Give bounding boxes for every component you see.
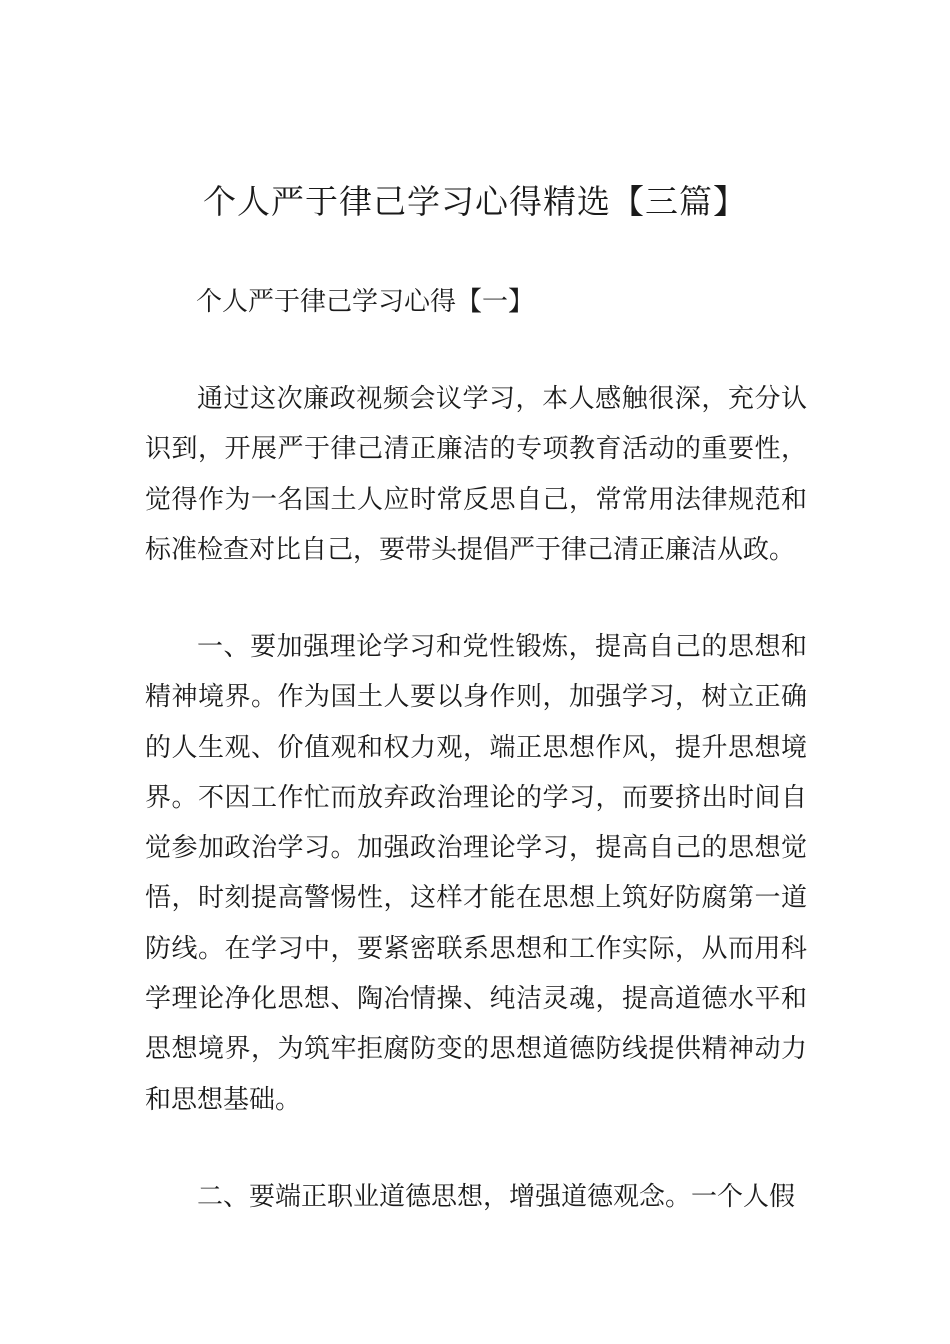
paragraph-intro: 通过这次廉政视频会议学习，本人感触很深，充分认识到，开展严于律己清正廉洁的专项教育活动的重要性，觉得作为一名国土人应时常反思自己，常常用法律规范和标准检查对比自己，要带头提倡严于律己清正廉洁从政。 [145, 384, 807, 565]
paragraph-point-two: 二、要端正职业道德思想，增强道德观念。一个人假 [197, 1182, 796, 1212]
paragraph-point-one: 一、要加强理论学习和党性锻炼，提高自己的思想和精神境界。作为国土人要以身作则，加强学习，树立正确的人生观、价值观和权力观，端正思想作风，提升思想境界。不因工作忙而放弃政治理论的学习，而要挤出时间自觉参加政治学习。加强政治理论学习，提高自己的思想觉悟，时刻提高警惕性，这样才能在思想上筑好防腐第一道防线。在学习中，要紧密联系思想和工作实际，从而用科学理论净化思想、陶冶情操、纯洁灵魂，提高道德水平和思想境界，为筑牢拒腐防变的思想道德防线提供精神动力和思想基础。 [145, 632, 807, 1115]
document-title: 个人严于律己学习心得精选【三篇】 [203, 182, 747, 221]
section-heading: 个人严于律己学习心得【一】 [196, 287, 535, 317]
